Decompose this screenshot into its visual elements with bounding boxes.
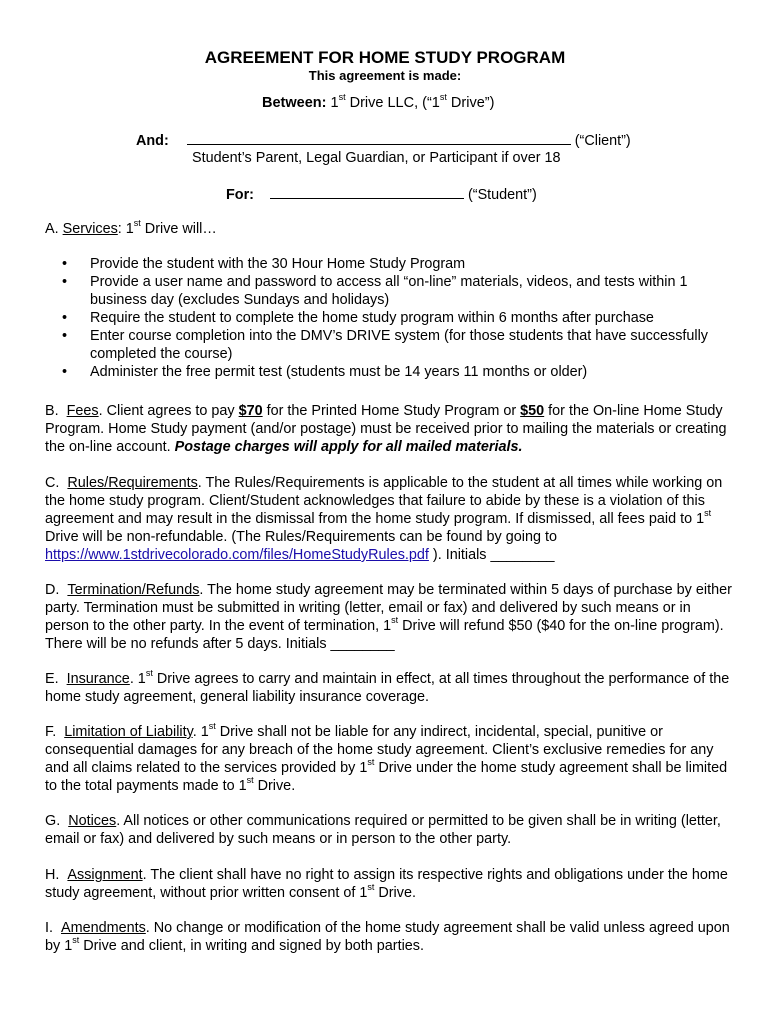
liability-sup: st bbox=[208, 721, 216, 732]
fees-text-1: . Client agrees to pay bbox=[98, 403, 239, 419]
termination-letter: D. bbox=[45, 582, 60, 598]
assignment-text-1: . The client shall have no right to assign its respective rights and obligations under the home study agreement, without prior written consent of 1 bbox=[45, 867, 728, 901]
services-heading: Services bbox=[62, 221, 118, 237]
between-sup2: st bbox=[439, 92, 447, 103]
rules-letter: C. bbox=[45, 475, 60, 491]
liability-text-4: Drive. bbox=[253, 778, 296, 794]
between-line bbox=[262, 94, 494, 112]
and-line bbox=[136, 131, 631, 150]
and-label: And: bbox=[136, 133, 169, 149]
list-item bbox=[62, 273, 732, 309]
insurance-letter: E. bbox=[45, 671, 59, 687]
assignment-letter: H. bbox=[45, 867, 60, 883]
rules-sup: st bbox=[704, 508, 712, 519]
services-letter: A. bbox=[45, 221, 59, 237]
list-item bbox=[62, 363, 732, 381]
services-item-text: Provide the student with the 30 Hour Home Study Program bbox=[90, 256, 466, 272]
between-text-a: Drive LLC, (“1 bbox=[345, 95, 440, 111]
student-name-field[interactable] bbox=[270, 185, 464, 199]
services-item-text: Enter course completion into the DMV’s DRIVE system (for those students that have successfully completed the course) bbox=[90, 328, 709, 362]
list-item bbox=[62, 255, 732, 273]
liability-sup2: st bbox=[367, 757, 375, 768]
amendments-paragraph bbox=[45, 919, 735, 955]
termination-heading: Termination/Refunds bbox=[67, 582, 200, 598]
services-intro-b: Drive will… bbox=[140, 221, 217, 237]
bullet-icon: • bbox=[62, 328, 68, 344]
liability-letter: F. bbox=[45, 724, 57, 740]
assignment-paragraph bbox=[45, 866, 735, 902]
notices-text-1: . All notices or other communications required or permitted to be given shall be in writing (letter, email or fax) and delivered by such means or in person to the other party. bbox=[45, 813, 721, 847]
assignment-text-2: Drive. bbox=[374, 885, 416, 901]
list-item bbox=[62, 327, 732, 363]
insurance-paragraph bbox=[45, 670, 735, 706]
notices-paragraph bbox=[45, 812, 735, 848]
services-intro-sup: st bbox=[133, 218, 141, 229]
postage-note: Postage charges will apply for all mailed materials. bbox=[174, 439, 523, 455]
notices-letter: G. bbox=[45, 813, 61, 829]
rules-text-1: . The Rules/Requirements is applicable to the student at all times while working on the home study program. Client/Student acknowledges that failure to abide by these is a violation of this agreement and may result in the dismissal from the home study program. If dismissed, all fees paid to 1 bbox=[45, 475, 723, 527]
termination-text-1: . The home study agreement may be terminated within 5 days of purchase by either party. Termination must be submitted in writing (letter, email or fax) and delivered by such means or in person to the other party. In the event of termination, 1 bbox=[45, 582, 732, 634]
amendments-heading: Amendments bbox=[61, 920, 146, 936]
rules-text-2: Drive will be non-refundable. (The Rules/Requirements can be found by going to bbox=[45, 529, 557, 545]
between-label: Between: bbox=[262, 95, 327, 111]
rules-text-3: ). Initials ________ bbox=[428, 547, 555, 563]
bullet-icon: • bbox=[62, 364, 68, 380]
between-sup: st bbox=[338, 92, 346, 103]
termination-text-2: Drive will refund $50 ($40 for the on-line program). There will be no refunds after 5 days. Initials ________ bbox=[45, 618, 724, 652]
document-subtitle: This agreement is made: bbox=[308, 68, 462, 83]
document-title: AGREEMENT FOR HOME STUDY PROGRAM bbox=[204, 48, 566, 67]
fees-text-3: for the On-line Home Study Program. Home Study payment (and/or postage) must be received prior to mailing the materials or creating the on-line account. bbox=[45, 403, 727, 455]
services-item-text: Require the student to complete the home study program within 6 months after purchase bbox=[90, 310, 654, 326]
client-note: Student’s Parent, Legal Guardian, or Participant if over 18 bbox=[192, 150, 561, 166]
amendments-text-1: . No change or modification of the home study agreement shall be valid unless agreed upon by 1 bbox=[45, 920, 730, 954]
rules-paragraph bbox=[45, 474, 735, 564]
liability-paragraph bbox=[45, 723, 735, 795]
assignment-sup: st bbox=[367, 882, 375, 893]
printed-price: $70 bbox=[238, 403, 263, 419]
amendments-text-2: Drive and client, in writing and signed by both parties. bbox=[79, 938, 424, 954]
notices-heading: Notices bbox=[68, 813, 117, 829]
fees-letter: B. bbox=[45, 403, 59, 419]
bullet-icon: • bbox=[62, 310, 68, 326]
insurance-heading: Insurance bbox=[66, 671, 130, 687]
insurance-text-2: Drive agrees to carry and maintain in effect, at all times throughout the performance of the home study agreement, general liability insurance coverage. bbox=[45, 671, 730, 705]
amendments-sup: st bbox=[72, 935, 80, 946]
rules-link[interactable]: https://www.1stdrivecolorado.com/files/HomeStudyRules.pdf bbox=[45, 547, 429, 563]
liability-heading: Limitation of Liability bbox=[64, 724, 193, 740]
client-name-field[interactable] bbox=[187, 131, 571, 145]
services-heading-line bbox=[45, 220, 217, 238]
liability-text-3: Drive under the home study agreement shall be limited to the total payments made to 1 bbox=[45, 760, 728, 794]
termination-paragraph bbox=[45, 581, 735, 653]
for-line bbox=[226, 185, 537, 204]
insurance-sup: st bbox=[145, 668, 153, 679]
fees-paragraph bbox=[45, 402, 735, 456]
rules-heading: Rules/Requirements bbox=[67, 475, 198, 491]
services-intro-a: : 1 bbox=[117, 221, 134, 237]
list-item bbox=[62, 309, 732, 327]
liability-text-2: Drive shall not be liable for any indirect, incidental, special, punitive or consequential damages for any breach of the home study agreement. Client’s exclusive remedies for any and all claims related to the services provided by 1 bbox=[45, 724, 714, 776]
services-item-text: Provide a user name and password to access all “on-line” materials, videos, and tests within 1 business day (excludes Sundays and holidays) bbox=[90, 274, 688, 308]
online-price: $50 bbox=[520, 403, 545, 419]
amendments-letter: I. bbox=[45, 920, 53, 936]
fees-text-2: for the Printed Home Study Program or bbox=[262, 403, 521, 419]
fees-heading: Fees bbox=[66, 403, 99, 419]
bullet-icon: • bbox=[62, 256, 68, 272]
insurance-text-1: . 1 bbox=[129, 671, 146, 687]
between-text-b: Drive”) bbox=[446, 95, 495, 111]
for-label: For: bbox=[226, 187, 254, 203]
termination-sup: st bbox=[391, 615, 399, 626]
between-num: 1 bbox=[330, 95, 339, 111]
services-item-text: Administer the free permit test (students must be 14 years 11 months or older) bbox=[90, 364, 588, 380]
student-tag: (“Student”) bbox=[467, 187, 537, 203]
assignment-heading: Assignment bbox=[67, 867, 143, 883]
services-list bbox=[62, 255, 732, 381]
liability-sup3: st bbox=[246, 775, 254, 786]
client-tag: (“Client”) bbox=[574, 133, 631, 149]
liability-text-1: . 1 bbox=[192, 724, 209, 740]
bullet-icon: • bbox=[62, 274, 68, 290]
